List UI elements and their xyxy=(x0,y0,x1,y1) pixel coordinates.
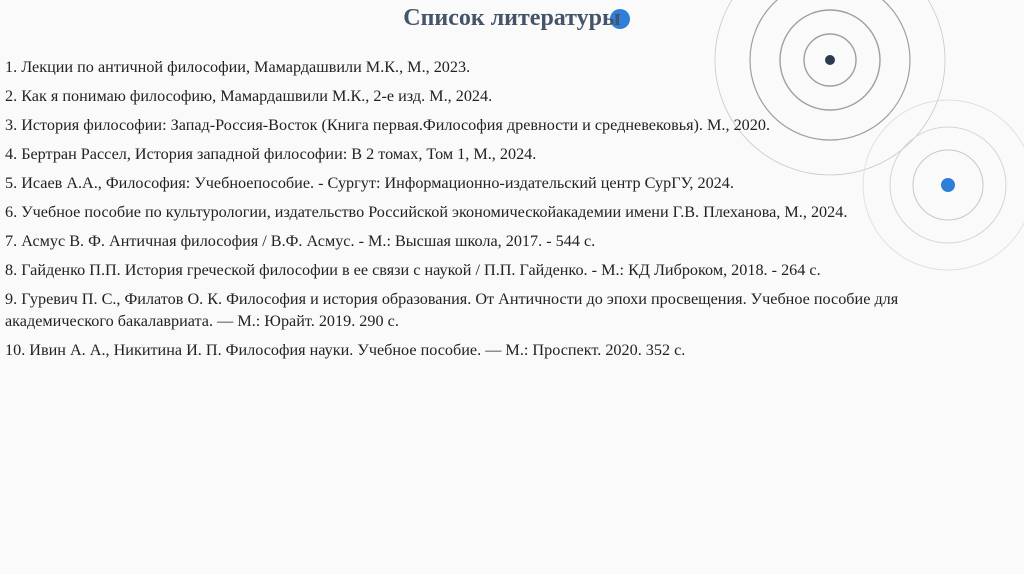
slide-title: Список литературы xyxy=(403,5,621,31)
reference-item: 5. Исаев А.А., Философия: Учебноепособие. - Сургут: Информационно-издательский центр СурГУ, 2024. xyxy=(5,174,734,192)
reference-item: 7. Асмус В. Ф. Античная философия / В.Ф. Асмус. - М.: Высшая школа, 2017. - 544 с. xyxy=(5,232,596,250)
reference-item: 2. Как я понимаю философию, Мамардашвили М.К., 2-е изд. М., 2024. xyxy=(5,87,493,105)
reference-item: 3. История философии: Запад-Россия-Восток (Книга первая.Философия древности и средневековья). М., 2020. xyxy=(5,116,770,134)
reference-item: 6. Учебное пособие по культурологии, издательство Российской экономическойакадемии имени Г.В. Плеханова, М., 2024. xyxy=(5,203,848,221)
reference-item: 8. Гайденко П.П. История греческой философии в ее связи с наукой / П.П. Гайденко. - М.: КД Либроком, 2018. - 264 с. xyxy=(5,261,821,279)
reference-item: 4. Бертран Рассел, История западной философии: В 2 томах, Том 1, М., 2024. xyxy=(5,145,537,163)
reference-item: 1. Лекции по античной философии, Мамардашвили М.К., М., 2023. xyxy=(5,58,471,76)
reference-item: 9. Гуревич П. С., Филатов О. К. Философия и история образования. От Античности до эпохи просвещения. Учебное пособие для академического бакалавриата. — М.: Юрайт. 2019. 290 с. xyxy=(5,290,899,330)
reference-list xyxy=(5,56,1010,368)
reference-item: 10. Ивин А. А., Никитина И. П. Философия науки. Учебное пособие. — М.: Проспект. 2020. 352 с. xyxy=(5,341,686,359)
